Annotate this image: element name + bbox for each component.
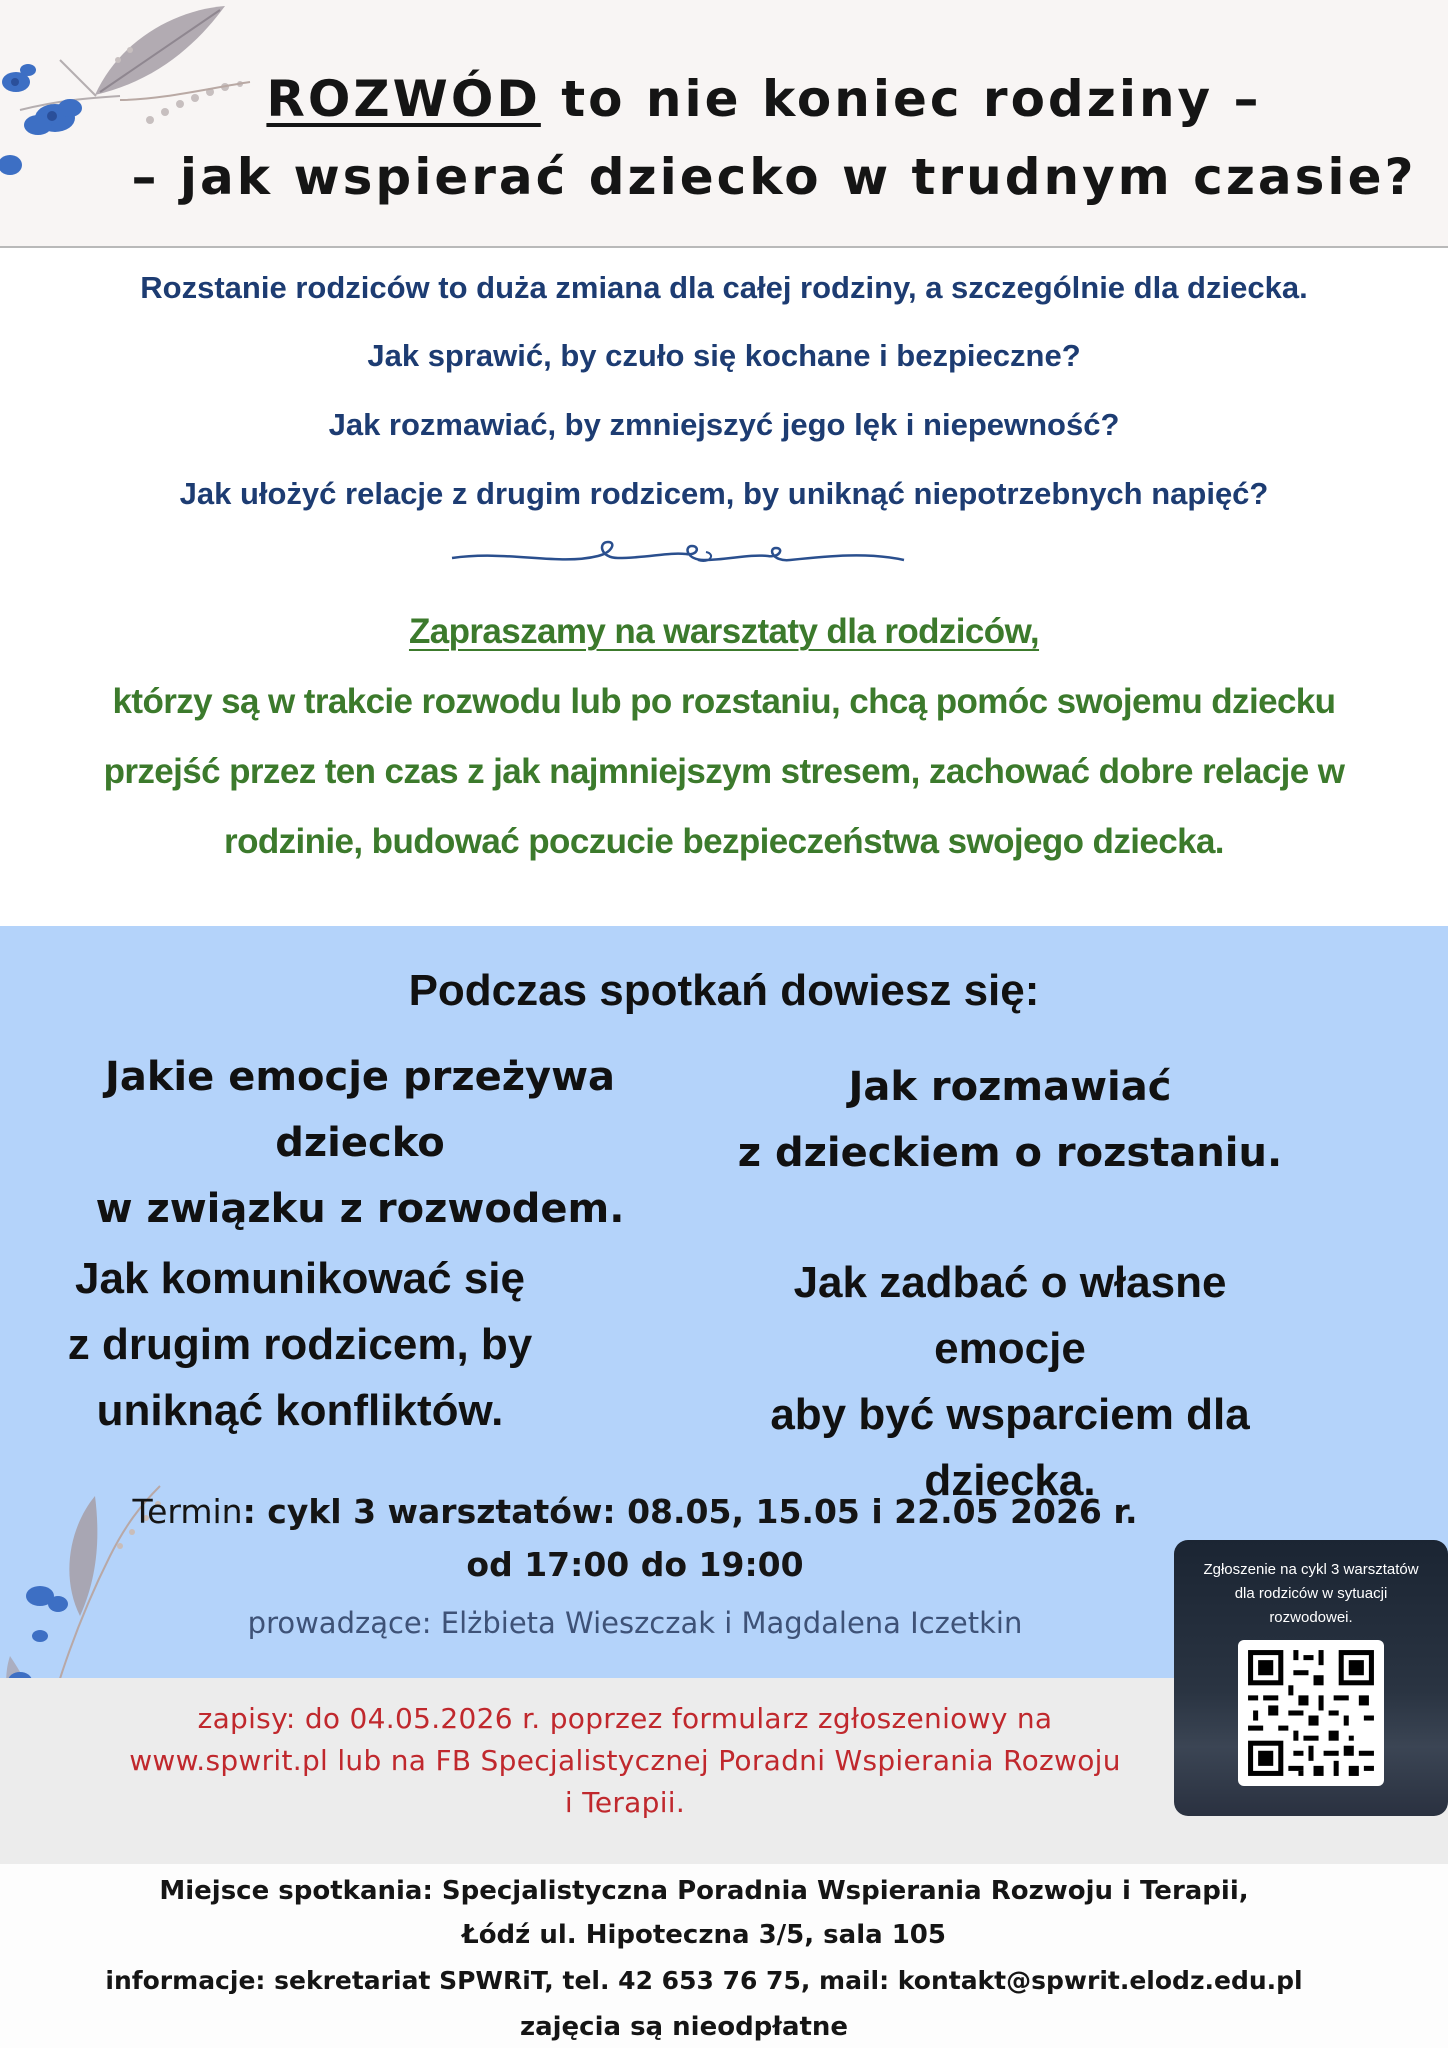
title-rest: to nie koniec rodziny – xyxy=(540,70,1262,128)
intro-line: Jak sprawić, by czuło się kochane i bezpieczne? xyxy=(367,338,1081,373)
qr-code[interactable] xyxy=(1238,1640,1384,1786)
topic-line: Jak komunikować się xyxy=(75,1254,525,1303)
schedule-leaders: prowadzące: Elżbieta Wieszczak i Magdalena Iczetkin xyxy=(247,1606,1023,1640)
intro-line: Jak rozmawiać, by zmniejszyć jego lęk i niepewność? xyxy=(328,407,1120,442)
signup-line: www.spwrit.pl lub na FB Specjalistycznej Poradni Wspierania Rozwoju xyxy=(129,1744,1121,1777)
topic-line: w związku z rozwodem. xyxy=(95,1186,625,1232)
invite-line: przejść przez ten czas z jak najmniejszym stresem, zachować dobre relacje w xyxy=(103,752,1345,791)
qr-caption-line: dla rodziców w sytuacji xyxy=(1234,1585,1388,1602)
topic-item xyxy=(720,1250,1300,1514)
topic-line: z drugim rodzicem, by xyxy=(67,1320,533,1369)
schedule-dates xyxy=(0,1492,1270,1531)
termin-label: Termin xyxy=(132,1492,243,1531)
topic-line: Jak zadbać o własne emocje xyxy=(793,1258,1227,1373)
topic-line: z dzieckiem o rozstaniu. xyxy=(737,1130,1283,1176)
topic-line: Jakie emocje przeżywa dziecko xyxy=(104,1054,616,1166)
topic-line: uniknąć konfliktów. xyxy=(96,1386,504,1435)
invite-line: którzy są w trakcie rozwodu lub po rozstaniu, chcą pomóc swojemu dziecku xyxy=(112,682,1336,721)
invite-line: rodzinie, budować poczucie bezpieczeństwa swojego dziecka. xyxy=(224,822,1224,861)
qr-signup-card[interactable] xyxy=(1174,1540,1448,1816)
page-title-line-2: – jak wspierać dziecko w trudnym czasie? xyxy=(131,148,1417,206)
signup-line: i Terapii. xyxy=(564,1786,686,1819)
meeting-place: Miejsce spotkania: Specjalistyczna Poradnia Wspierania Rozwoju i Terapii, xyxy=(159,1876,1249,1906)
contact-info: informacje: sekretariat SPWRiT, tel. 42 653 76 75, mail: kontakt@spwrit.elodz.edu.pl xyxy=(105,1966,1303,1995)
qr-caption-line: Zgłoszenie na cykl 3 warsztatów xyxy=(1203,1561,1419,1578)
qr-caption xyxy=(1184,1558,1438,1630)
topics-heading: Podczas spotkań dowiesz się: xyxy=(408,966,1040,1015)
page-title-line-1 xyxy=(40,70,1448,128)
qr-code-icon xyxy=(1238,1640,1384,1786)
topic-item xyxy=(710,1054,1310,1186)
topic-item xyxy=(30,1044,690,1242)
termin-value: : cykl 3 warsztatów: 08.05, 15.05 i 22.05 2026 r. xyxy=(242,1492,1138,1531)
flourish-divider-icon xyxy=(448,530,908,580)
qr-caption-line: rozwodowei. xyxy=(1269,1609,1353,1626)
invite-heading: Zapraszamy na warsztaty dla rodziców, xyxy=(408,612,1040,651)
footer xyxy=(0,1864,1448,2048)
topic-line: dziecka. xyxy=(924,1456,1096,1505)
meeting-address: Łódź ul. Hipoteczna 3/5, sala 105 xyxy=(462,1920,946,1950)
title-keyword: ROZWÓD xyxy=(266,70,541,128)
topic-item xyxy=(30,1246,570,1444)
topic-line: aby być wsparciem dla xyxy=(770,1390,1250,1439)
signup-line: zapisy: do 04.05.2026 r. poprzez formularz zgłoszeniowy na xyxy=(197,1702,1053,1735)
header-band xyxy=(0,0,1448,248)
schedule-hours: od 17:00 do 19:00 xyxy=(466,1545,804,1584)
intro-line: Jak ułożyć relacje z drugim rodzicem, by uniknąć niepotrzebnych napięć? xyxy=(179,476,1269,511)
intro-line: Rozstanie rodziców to duża zmiana dla całej rodziny, a szczególnie dla dziecka. xyxy=(140,270,1308,305)
topic-line: Jak rozmawiać xyxy=(848,1064,1172,1110)
free-of-charge-note: zajęcia są nieodpłatne xyxy=(519,2012,849,2042)
